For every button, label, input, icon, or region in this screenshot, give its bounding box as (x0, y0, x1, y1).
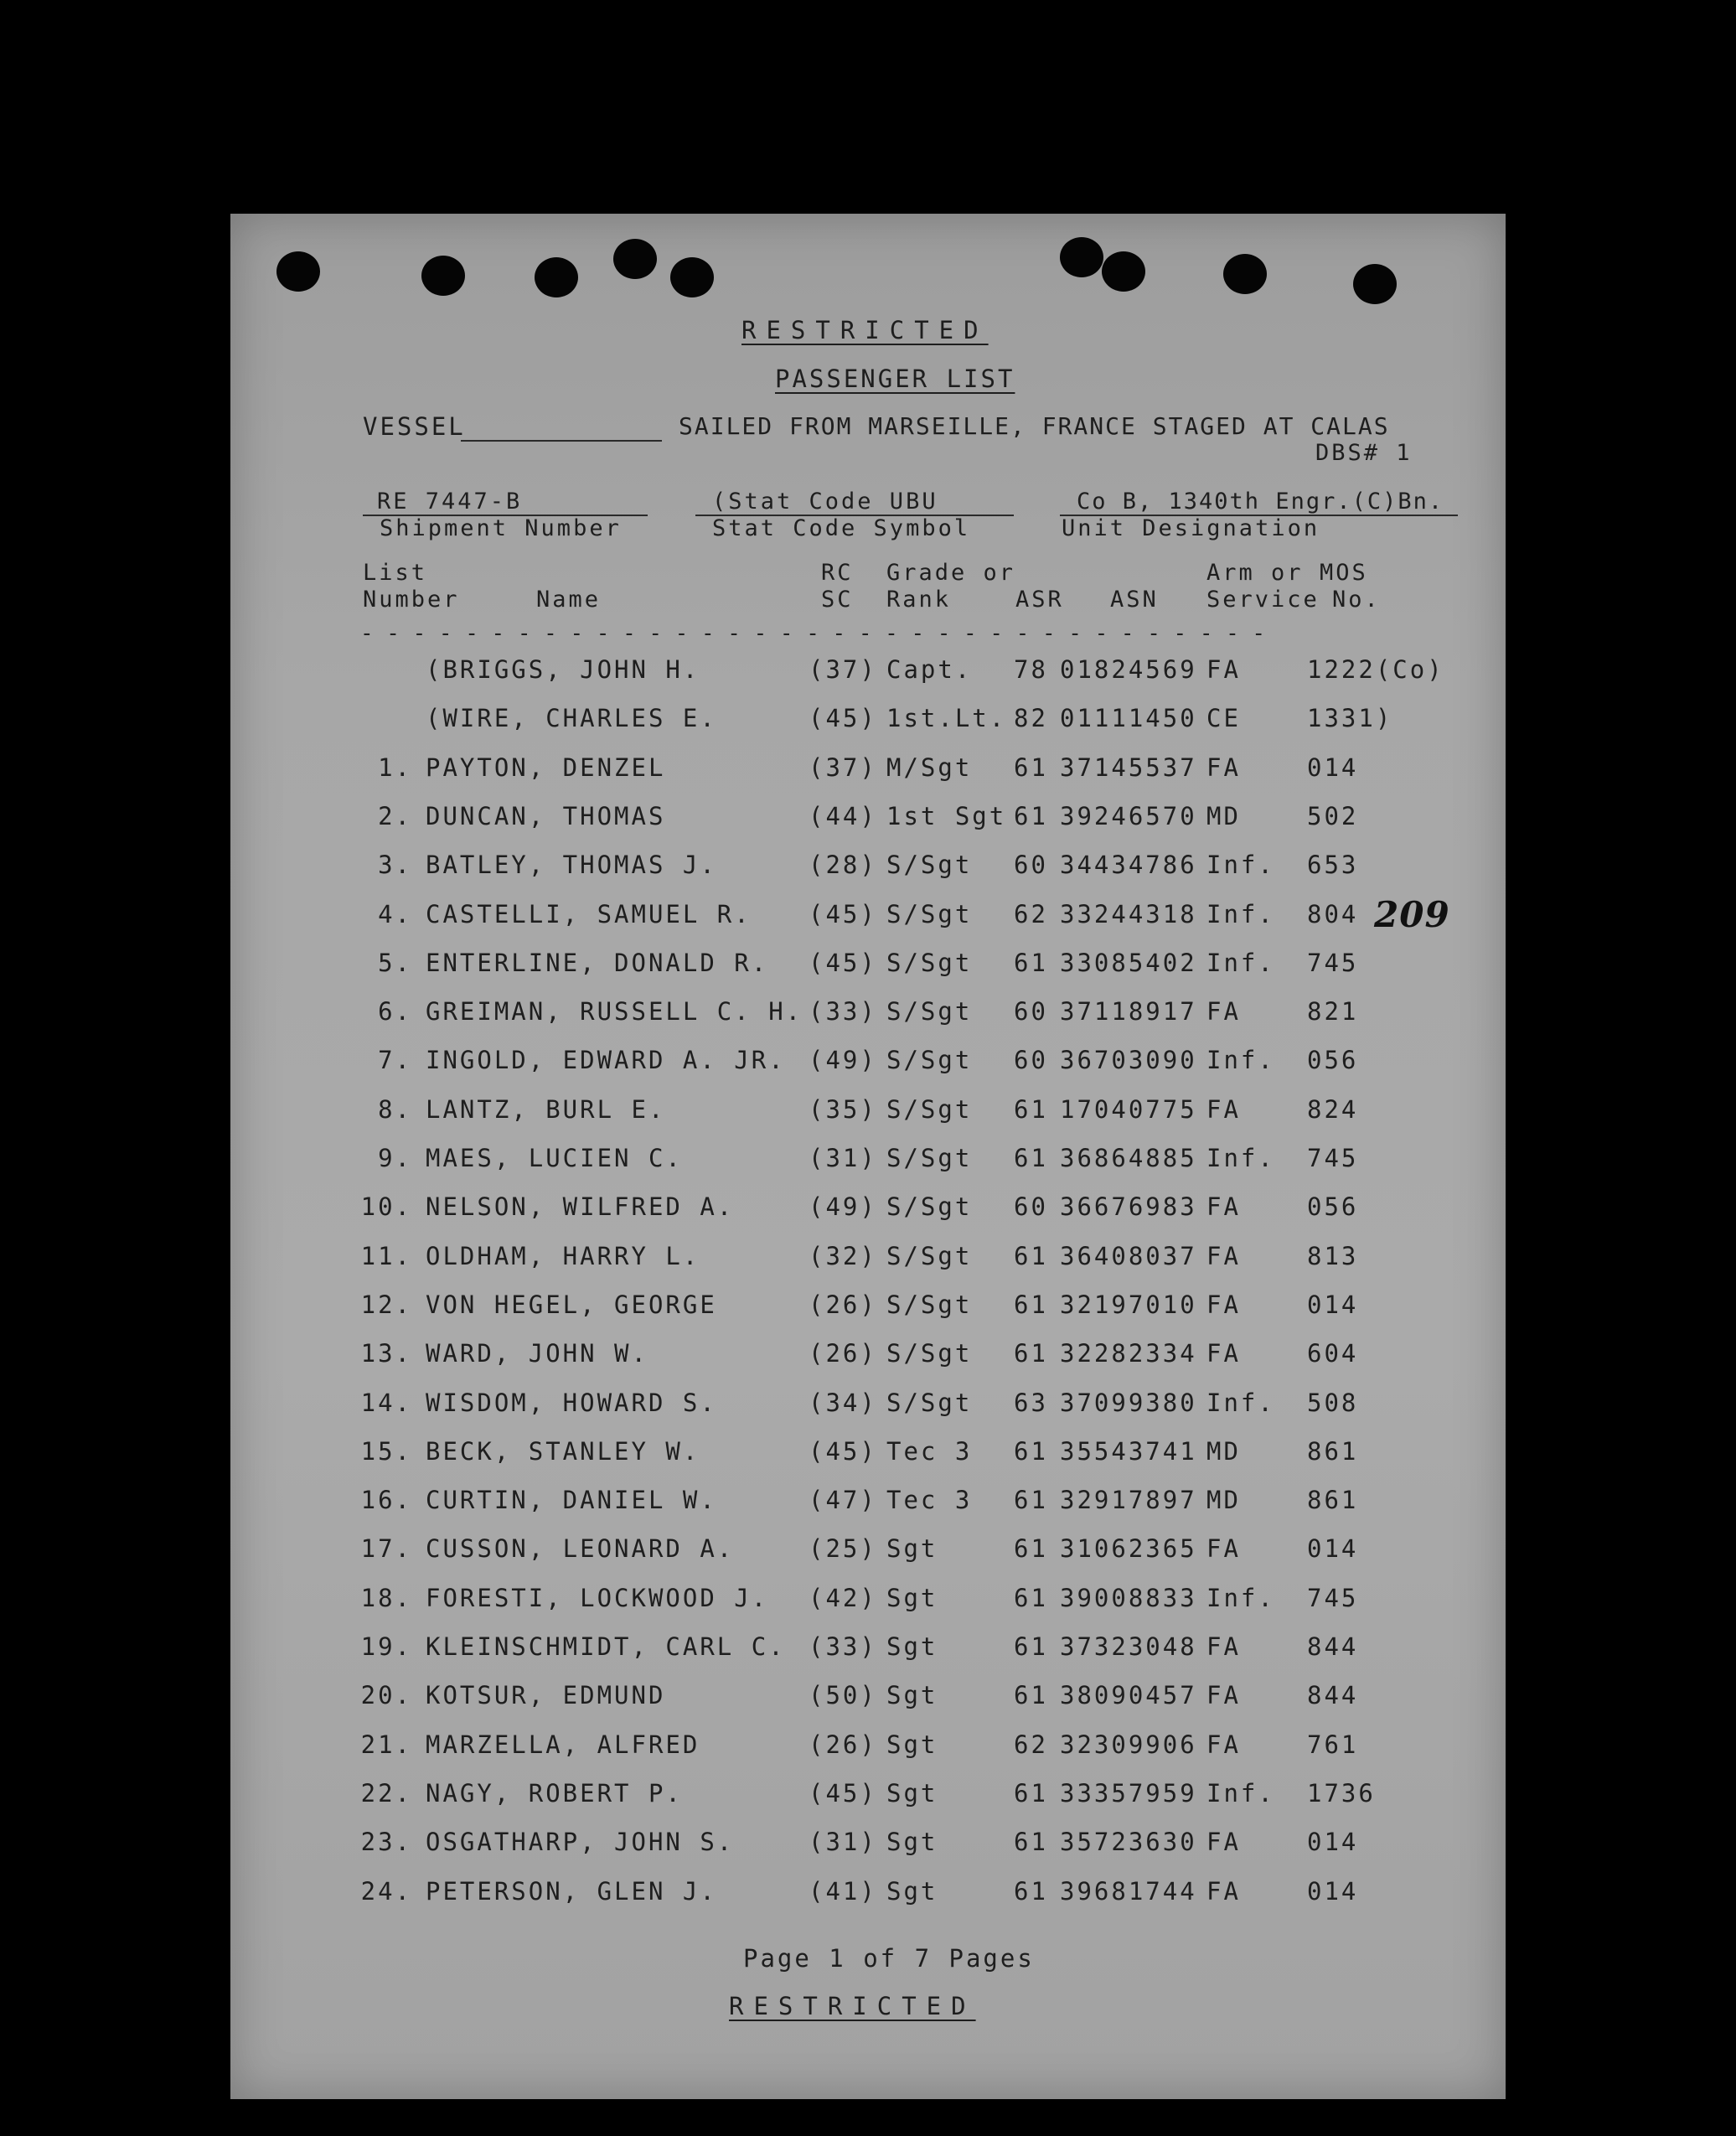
cell-asr: 61 (1014, 1436, 1048, 1466)
cell-asr: 61 (1014, 1583, 1048, 1612)
cell-asr: 62 (1014, 899, 1048, 928)
page-indicator: Page 1 of 7 Pages (743, 1944, 1035, 1973)
table-row (230, 1488, 1506, 1522)
cell-num: 6. (378, 997, 412, 1027)
cell-asn: 01111450 (1060, 704, 1197, 733)
cell-num: 16. (360, 1486, 412, 1515)
cell-asn: 33357959 (1060, 1778, 1197, 1808)
cell-grade: S/Sgt (886, 1290, 973, 1319)
stat-code-label: Stat Code Symbol (712, 515, 971, 541)
cell-asr: 61 (1014, 1094, 1048, 1124)
cell-num: 21. (360, 1730, 412, 1759)
table-row (230, 1778, 1506, 1815)
cell-mos: 014 (1307, 1828, 1359, 1857)
cell-grade: M/Sgt (886, 753, 973, 782)
cell-rc: (33) (809, 997, 877, 1027)
cell-asr: 60 (1014, 1192, 1048, 1222)
cell-asn: 37323048 (1060, 1632, 1197, 1661)
cell-rc: (50) (809, 1681, 877, 1710)
cell-arm: CE (1206, 704, 1241, 733)
cell-rc: (42) (809, 1583, 877, 1612)
vessel-label: VESSEL (363, 412, 466, 441)
table-row (230, 1339, 1506, 1375)
cell-asn: 32197010 (1060, 1290, 1197, 1319)
cell-num: 4. (378, 899, 412, 928)
col-service-header: Service (1206, 587, 1320, 613)
cell-asn: 34434786 (1060, 851, 1197, 880)
cell-name: LANTZ, BURL E. (426, 1094, 666, 1124)
cell-asn: 37145537 (1060, 753, 1197, 782)
col-asr-header: ASR (1015, 587, 1064, 613)
cell-arm: FA (1206, 1876, 1241, 1906)
cell-name: WISDOM, HOWARD S. (426, 1388, 717, 1417)
cell-rc: (33) (809, 1632, 877, 1661)
cell-num: 19. (360, 1632, 412, 1661)
cell-arm: Inf. (1206, 1046, 1275, 1075)
cell-asn: 31062365 (1060, 1534, 1197, 1564)
cell-asn: 32282334 (1060, 1339, 1197, 1368)
cell-asr: 63 (1014, 1388, 1048, 1417)
cell-num: 13. (360, 1339, 412, 1368)
cell-mos: 745 (1307, 1583, 1359, 1612)
cell-name: VON HEGEL, GEORGE (426, 1290, 717, 1319)
cell-rc: (37) (809, 655, 877, 684)
cell-name: WARD, JOHN W. (426, 1339, 648, 1368)
cell-mos: 813 (1307, 1241, 1359, 1270)
cell-arm: FA (1206, 1730, 1241, 1759)
table-row (230, 1094, 1506, 1131)
table-row (230, 853, 1506, 887)
punch-hole (421, 256, 465, 296)
page-stamp-number: 209 (1374, 894, 1450, 935)
cell-mos: 1736 (1307, 1778, 1376, 1808)
cell-asn: 39681744 (1060, 1876, 1197, 1906)
cell-mos: 056 (1307, 1192, 1359, 1222)
cell-asn: 32917897 (1060, 1486, 1197, 1515)
cell-num: 8. (378, 1094, 412, 1124)
cell-name: PAYTON, DENZEL (426, 753, 666, 782)
cell-arm: FA (1206, 1681, 1241, 1710)
punch-hole (670, 257, 714, 297)
cell-asr: 61 (1014, 1144, 1048, 1172)
cell-num: 15. (360, 1436, 412, 1466)
table-row (230, 1876, 1506, 1913)
cell-num: 18. (360, 1583, 412, 1612)
cell-grade: 1st Sgt (886, 801, 1007, 830)
cell-mos: 014 (1307, 1534, 1359, 1564)
cell-grade: Sgt (886, 1828, 938, 1857)
cell-asn: 38090457 (1060, 1681, 1197, 1710)
header-dash-rule: - - - - - - - - - - - - - - - - - - - - - - - - - - - - - - - - - - - (360, 621, 1266, 646)
cell-asr: 61 (1014, 753, 1048, 782)
cell-num: 9. (378, 1144, 412, 1172)
cell-rc: (26) (809, 1339, 877, 1368)
cell-name: PETERSON, GLEN J. (426, 1876, 717, 1906)
cell-asr: 60 (1014, 997, 1048, 1027)
punch-hole (613, 239, 657, 279)
cell-rc: (49) (809, 1192, 877, 1222)
cell-asn: 36703090 (1060, 1046, 1197, 1075)
col-asn-header: ASN (1110, 587, 1159, 613)
punch-hole (1060, 237, 1103, 277)
cell-mos: 745 (1307, 948, 1359, 977)
col-sc-header: SC (821, 587, 854, 613)
punch-hole (1223, 254, 1267, 294)
cell-name: KLEINSCHMIDT, CARL C. (426, 1632, 786, 1661)
cell-name: INGOLD, EDWARD A. JR. (426, 1046, 786, 1075)
cell-grade: Sgt (886, 1534, 938, 1564)
col-rc-header: RC (821, 560, 854, 586)
col-list-header: List (363, 560, 428, 586)
table-row (230, 1534, 1506, 1570)
cell-arm: FA (1206, 1290, 1241, 1319)
cell-grade: S/Sgt (886, 1046, 973, 1075)
cell-grade: S/Sgt (886, 1144, 973, 1172)
cell-name: OLDHAM, HARRY L. (426, 1241, 700, 1270)
cell-mos: 844 (1307, 1681, 1359, 1710)
unit-designation-label: Unit Designation (1062, 515, 1320, 541)
cell-rc: (44) (809, 801, 877, 830)
cell-asn: 35723630 (1060, 1828, 1197, 1857)
cell-num: 23. (360, 1828, 412, 1857)
cell-grade: S/Sgt (886, 1339, 973, 1368)
cell-rc: (35) (809, 1094, 877, 1124)
table-row (230, 753, 1506, 789)
cell-asr: 60 (1014, 851, 1048, 880)
cell-name: (BRIGGS, JOHN H. (426, 655, 700, 684)
cell-arm: FA (1206, 1339, 1241, 1368)
cell-grade: Tec 3 (886, 1436, 973, 1466)
cell-mos: 056 (1307, 1046, 1359, 1075)
cell-name: BATLEY, THOMAS J. (426, 851, 717, 880)
cell-asn: 37099380 (1060, 1388, 1197, 1417)
cell-asr: 61 (1014, 1290, 1048, 1319)
cell-arm: FA (1206, 997, 1241, 1027)
cell-mos: 653 (1307, 851, 1359, 880)
cell-name: NELSON, WILFRED A. (426, 1192, 735, 1222)
cell-num: 24. (360, 1876, 412, 1906)
cell-grade: Sgt (886, 1681, 938, 1710)
cell-asn: 33085402 (1060, 948, 1197, 977)
cell-asr: 78 (1014, 655, 1048, 684)
cell-asn: 36676983 (1060, 1192, 1197, 1222)
cell-arm: Inf. (1206, 1778, 1275, 1808)
col-mos-no-header: No. (1332, 587, 1381, 613)
cell-mos: 861 (1307, 1436, 1359, 1466)
cell-grade: S/Sgt (886, 1388, 973, 1417)
cell-rc: (45) (809, 948, 877, 977)
cell-asr: 61 (1014, 1632, 1048, 1661)
cell-mos: 824 (1307, 1094, 1359, 1124)
cell-name: GREIMAN, RUSSELL C. H. (426, 997, 803, 1027)
cell-asn: 35543741 (1060, 1436, 1197, 1466)
cell-rc: (45) (809, 899, 877, 928)
table-row (230, 899, 1506, 936)
cell-mos: 804 (1307, 899, 1359, 928)
cell-grade: S/Sgt (886, 1241, 973, 1270)
table-row (230, 1436, 1506, 1473)
cell-name: CASTELLI, SAMUEL R. (426, 899, 752, 928)
cell-rc: (45) (809, 1436, 877, 1466)
cell-name: CURTIN, DANIEL W. (426, 1486, 717, 1515)
cell-asr: 60 (1014, 1046, 1048, 1075)
table-row (230, 1192, 1506, 1228)
cell-asr: 61 (1014, 1534, 1048, 1564)
col-name-header: Name (536, 587, 602, 613)
table-row (230, 1290, 1506, 1327)
cell-rc: (37) (809, 753, 877, 782)
table-row (230, 1730, 1506, 1766)
cell-grade: S/Sgt (886, 1192, 973, 1222)
cell-mos: 844 (1307, 1632, 1359, 1661)
cell-grade: S/Sgt (886, 899, 973, 928)
cell-mos: 821 (1307, 997, 1359, 1027)
cell-grade: S/Sgt (886, 997, 973, 1027)
cell-grade: Sgt (886, 1730, 938, 1759)
cell-rc: (34) (809, 1388, 877, 1417)
cell-name: NAGY, ROBERT P. (426, 1778, 683, 1808)
cell-asr: 61 (1014, 1486, 1048, 1515)
col-mos-header: MOS (1320, 560, 1368, 586)
cell-grade: S/Sgt (886, 851, 973, 880)
table-row (230, 801, 1506, 838)
cell-rc: (26) (809, 1290, 877, 1319)
cell-grade: 1st.Lt. (886, 704, 1007, 733)
cell-mos: 745 (1307, 1144, 1359, 1172)
cell-rc: (47) (809, 1486, 877, 1515)
cell-grade: Sgt (886, 1876, 938, 1906)
cell-name: MAES, LUCIEN C. (426, 1144, 683, 1172)
table-row (230, 1388, 1506, 1425)
cell-name: ENTERLINE, DONALD R. (426, 948, 769, 977)
cell-name: FORESTI, LOCKWOOD J. (426, 1583, 769, 1612)
cell-rc: (25) (809, 1534, 877, 1564)
cell-asn: 32309906 (1060, 1730, 1197, 1759)
cell-arm: MD (1206, 801, 1241, 830)
cell-num: 14. (360, 1388, 412, 1417)
cell-arm: Inf. (1206, 1388, 1275, 1417)
cell-asr: 62 (1014, 1730, 1048, 1759)
cell-mos: 014 (1307, 1876, 1359, 1906)
col-rank-header: Rank (886, 587, 952, 613)
cell-asn: 33244318 (1060, 899, 1197, 928)
cell-name: CUSSON, LEONARD A. (426, 1534, 735, 1564)
table-row (230, 1830, 1506, 1864)
table-row (230, 1632, 1506, 1668)
cell-num: 22. (360, 1778, 412, 1808)
cell-rc: (45) (809, 1778, 877, 1808)
cell-grade: S/Sgt (886, 948, 973, 977)
cell-asn: 37118917 (1060, 997, 1197, 1027)
cell-num: 12. (360, 1290, 412, 1319)
table-row (230, 1146, 1506, 1180)
vessel-blank-line (461, 440, 662, 442)
punch-hole (535, 257, 578, 297)
cell-mos: 014 (1307, 753, 1359, 782)
unit-designation-value: Co B, 1340th Engr.(C)Bn. (1077, 489, 1444, 515)
col-grade-header: Grade or (886, 560, 1016, 586)
cell-arm: FA (1206, 753, 1241, 782)
table-row (230, 1048, 1506, 1082)
table-row (230, 997, 1506, 1033)
shipment-number-value: RE 7447-B (377, 489, 523, 515)
cell-rc: (28) (809, 851, 877, 880)
cell-asr: 61 (1014, 1339, 1048, 1368)
table-row (230, 1683, 1506, 1717)
cell-arm: FA (1206, 1828, 1241, 1857)
cell-mos: 502 (1307, 801, 1359, 830)
cell-arm: FA (1206, 655, 1241, 684)
punch-hole (1102, 251, 1145, 292)
cell-mos: 761 (1307, 1730, 1359, 1759)
cell-asr: 61 (1014, 1876, 1048, 1906)
cell-arm: Inf. (1206, 851, 1275, 880)
cell-name: (WIRE, CHARLES E. (426, 704, 717, 733)
cell-name: MARZELLA, ALFRED (426, 1730, 700, 1759)
table-row (230, 1583, 1506, 1620)
cell-asn: 39008833 (1060, 1583, 1197, 1612)
passenger-list-page (230, 214, 1506, 2099)
cell-num: 17. (360, 1534, 412, 1564)
cell-arm: Inf. (1206, 948, 1275, 977)
restricted-header: RESTRICTED (741, 316, 989, 344)
cell-grade: Tec 3 (886, 1486, 973, 1515)
cell-asn: 39246570 (1060, 801, 1197, 830)
cell-grade: Capt. (886, 655, 973, 684)
dbs-number: DBS# 1 (1315, 440, 1413, 466)
cell-rc: (31) (809, 1144, 877, 1172)
sailed-from-line: SAILED FROM MARSEILLE, FRANCE STAGED AT CALAS (679, 412, 1390, 440)
cell-asr: 61 (1014, 1241, 1048, 1270)
cell-mos: 1331) (1307, 704, 1393, 733)
document-title: PASSENGER LIST (775, 365, 1015, 393)
cell-name: KOTSUR, EDMUND (426, 1681, 666, 1710)
cell-num: 1. (378, 753, 412, 782)
cell-asr: 61 (1014, 801, 1048, 830)
cell-rc: (32) (809, 1241, 877, 1270)
cell-mos: 1222(Co) (1307, 655, 1444, 684)
cell-asr: 61 (1014, 1681, 1048, 1710)
cell-grade: S/Sgt (886, 1094, 973, 1124)
restricted-footer: RESTRICTED (729, 1992, 976, 2020)
col-arm-header: Arm or (1206, 560, 1304, 586)
cell-num: 3. (378, 851, 412, 880)
table-row (230, 706, 1506, 740)
cell-rc: (26) (809, 1730, 877, 1759)
cell-rc: (49) (809, 1046, 877, 1075)
punch-hole (1353, 264, 1397, 304)
cell-num: 5. (378, 948, 412, 977)
cell-mos: 861 (1307, 1486, 1359, 1515)
cell-grade: Sgt (886, 1583, 938, 1612)
cell-num: 7. (378, 1046, 412, 1075)
cell-arm: FA (1206, 1094, 1241, 1124)
punch-hole (276, 251, 320, 292)
cell-asn: 36408037 (1060, 1241, 1197, 1270)
cell-arm: MD (1206, 1436, 1241, 1466)
cell-asr: 82 (1014, 704, 1048, 733)
table-row (230, 655, 1506, 691)
stat-code-value: (Stat Code UBU (712, 489, 938, 515)
cell-arm: FA (1206, 1192, 1241, 1222)
cell-mos: 604 (1307, 1339, 1359, 1368)
cell-name: OSGATHARP, JOHN S. (426, 1828, 735, 1857)
cell-num: 2. (378, 801, 412, 830)
cell-asn: 36864885 (1060, 1144, 1197, 1172)
cell-arm: FA (1206, 1241, 1241, 1270)
cell-arm: Inf. (1206, 899, 1275, 928)
cell-asr: 61 (1014, 1778, 1048, 1808)
cell-arm: Inf. (1206, 1144, 1275, 1172)
cell-asr: 61 (1014, 1828, 1048, 1857)
cell-num: 11. (360, 1241, 412, 1270)
cell-rc: (45) (809, 704, 877, 733)
cell-name: BECK, STANLEY W. (426, 1436, 700, 1466)
cell-num: 10. (360, 1192, 412, 1222)
col-number-header: Number (363, 587, 460, 613)
cell-num: 20. (360, 1681, 412, 1710)
cell-asr: 61 (1014, 948, 1048, 977)
cell-asn: 17040775 (1060, 1094, 1197, 1124)
cell-mos: 014 (1307, 1290, 1359, 1319)
table-row (230, 1241, 1506, 1278)
shipment-number-label: Shipment Number (380, 515, 622, 541)
cell-arm: FA (1206, 1632, 1241, 1661)
cell-mos: 508 (1307, 1388, 1359, 1417)
cell-rc: (31) (809, 1828, 877, 1857)
cell-asn: 01824569 (1060, 655, 1197, 684)
cell-grade: Sgt (886, 1778, 938, 1808)
cell-rc: (41) (809, 1876, 877, 1906)
table-row (230, 948, 1506, 985)
cell-arm: FA (1206, 1534, 1241, 1564)
cell-arm: Inf. (1206, 1583, 1275, 1612)
cell-grade: Sgt (886, 1632, 938, 1661)
cell-arm: MD (1206, 1486, 1241, 1515)
cell-name: DUNCAN, THOMAS (426, 801, 666, 830)
